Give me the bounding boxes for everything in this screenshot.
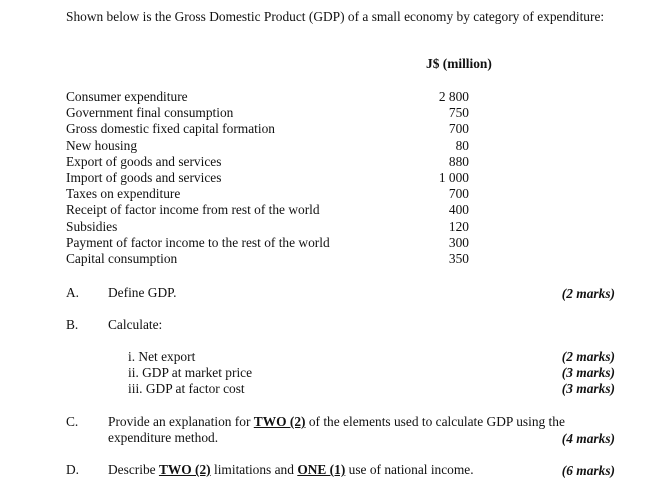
- table-row-value: 120: [448, 219, 469, 234]
- question-d-marks: (6 marks): [561, 463, 615, 478]
- table-row-label: Import of goods and services: [66, 170, 222, 185]
- table-row-value: 350: [448, 251, 469, 266]
- table-row-label: Consumer expenditure: [66, 89, 188, 104]
- question-b-item: ii. GDP at market price: [128, 365, 253, 380]
- column-header: J$ (million): [426, 56, 492, 71]
- table-row-label: Export of goods and services: [66, 154, 222, 169]
- question-b-item-marks: (3 marks): [561, 365, 615, 380]
- table-row-label: Gross domestic fixed capital formation: [66, 121, 275, 136]
- table-row-label: Subsidies: [66, 219, 118, 234]
- question-d-letter: D.: [66, 462, 80, 477]
- question-b-letter: B.: [66, 317, 79, 332]
- table-row-label: Payment of factor income to the rest of the world: [66, 235, 330, 250]
- table-row-value: 880: [448, 154, 469, 169]
- table-row-value: 80: [455, 138, 469, 153]
- table-row-value: 700: [448, 121, 469, 136]
- table-row-label: New housing: [66, 138, 138, 153]
- question-b-text: Calculate:: [108, 317, 163, 332]
- table-row-value: 700: [448, 186, 469, 201]
- table-row-value: 1 000: [438, 170, 469, 185]
- emphasis-one: ONE (1): [297, 462, 346, 477]
- question-a-letter: A.: [66, 285, 80, 300]
- table-row-value: 2 800: [438, 89, 469, 104]
- question-a-marks: (2 marks): [561, 286, 615, 301]
- table-row-value: 300: [448, 235, 469, 250]
- question-c-marks: (4 marks): [561, 431, 615, 446]
- question-b-item-marks: (3 marks): [561, 381, 615, 396]
- question-d-text: Describe TWO (2) limitations and ONE (1) use of national income.: [108, 462, 474, 477]
- question-c-text-line2: expenditure method.: [108, 430, 219, 445]
- question-c-text: Provide an explanation for TWO (2) of the elements used to calculate GDP using the: [108, 414, 565, 429]
- table-row-label: Receipt of factor income from rest of the world: [66, 202, 320, 217]
- table-row-label: Taxes on expenditure: [66, 186, 181, 201]
- table-row-value: 400: [448, 202, 469, 217]
- intro-text: Shown below is the Gross Domestic Product (GDP) of a small economy by category of expenditure:: [66, 9, 605, 24]
- question-a-text: Define GDP.: [108, 285, 177, 300]
- question-c-letter: C.: [66, 414, 79, 429]
- emphasis-two: TWO (2): [253, 414, 306, 429]
- question-b-item-marks: (2 marks): [561, 349, 615, 364]
- table-row-label: Capital consumption: [66, 251, 178, 266]
- question-b-item: iii. GDP at factor cost: [128, 381, 245, 396]
- table-row-label: Government final consumption: [66, 105, 234, 120]
- question-b-item: i. Net export: [128, 349, 196, 364]
- emphasis-two: TWO (2): [158, 462, 211, 477]
- table-row-value: 750: [448, 105, 469, 120]
